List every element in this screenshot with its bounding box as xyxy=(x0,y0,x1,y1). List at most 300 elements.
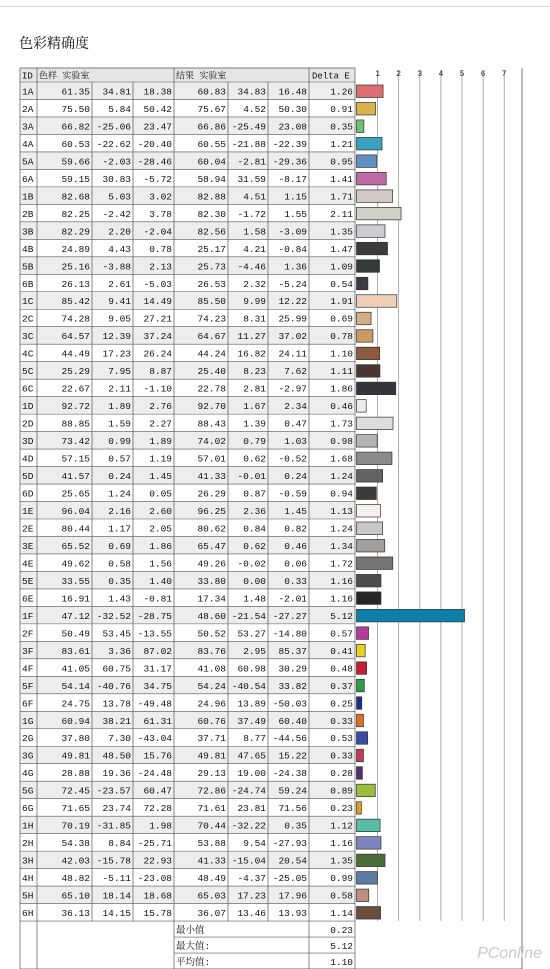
ref-l-value: 65.52 xyxy=(61,540,90,552)
delta-e-value: 0.57 xyxy=(330,628,353,640)
res-l-value: 29.13 xyxy=(197,768,226,780)
ref-l-value: 37.80 xyxy=(61,733,90,745)
res-a-value: 34.83 xyxy=(237,86,266,98)
delta-e-bar xyxy=(357,574,381,586)
delta-e-bar xyxy=(357,539,385,551)
res-l-value: 49.81 xyxy=(197,750,226,762)
row-id: 6H xyxy=(22,908,34,920)
header-id: ID xyxy=(22,71,33,82)
ref-b-value: 3.02 xyxy=(149,191,172,203)
chart-tick-label: 1 xyxy=(375,70,381,79)
ref-b-value: 50.42 xyxy=(143,103,172,115)
ref-a-value: -3.88 xyxy=(102,261,131,273)
res-b-value: 30.29 xyxy=(278,663,307,675)
delta-e-bar xyxy=(357,452,392,464)
res-l-value: 48.60 xyxy=(197,610,226,622)
res-b-value: -3.09 xyxy=(278,226,307,238)
ref-b-value: 23.47 xyxy=(143,121,172,133)
res-a-value: 11.27 xyxy=(237,331,266,343)
res-l-value: 58.94 xyxy=(197,173,226,185)
delta-e-value: 1.72 xyxy=(330,558,353,570)
res-l-value: 49.26 xyxy=(197,558,226,570)
res-a-value: 4.51 xyxy=(243,191,266,203)
delta-e-value: 1.73 xyxy=(330,418,353,430)
row-id: 3B xyxy=(22,226,34,238)
row-id: 2D xyxy=(22,418,34,430)
ref-a-value: 0.58 xyxy=(108,558,131,570)
res-a-value: 9.54 xyxy=(243,838,266,850)
ref-b-value: -2.04 xyxy=(143,226,172,238)
delta-e-bar xyxy=(357,644,366,656)
delta-e-value: 0.78 xyxy=(330,331,353,343)
row-id: 3H xyxy=(22,855,34,867)
res-l-value: 70.44 xyxy=(197,820,226,832)
delta-e-value: 0.23 xyxy=(330,803,353,815)
ref-a-value: 3.36 xyxy=(108,645,131,657)
res-a-value: 17.23 xyxy=(237,890,266,902)
ref-l-value: 96.04 xyxy=(61,506,90,517)
res-l-value: 25.17 xyxy=(197,243,226,255)
res-l-value: 82.88 xyxy=(197,191,226,203)
res-b-value: 0.06 xyxy=(284,558,307,570)
summary-value: 5.12 xyxy=(330,941,353,953)
ref-l-value: 41.05 xyxy=(61,663,90,675)
row-id: 3E xyxy=(22,540,34,552)
delta-e-value: 0.69 xyxy=(330,313,353,325)
delta-e-bar xyxy=(357,172,387,184)
ref-b-value: -0.81 xyxy=(143,593,172,605)
delta-e-value: 0.46 xyxy=(330,401,353,413)
ref-l-value: 57.15 xyxy=(61,453,90,465)
ref-a-value: 2.20 xyxy=(108,226,131,238)
watermark: PConline xyxy=(477,945,542,962)
delta-e-bar xyxy=(357,417,394,429)
ref-b-value: -5.72 xyxy=(143,173,172,185)
delta-e-bar xyxy=(357,679,365,691)
res-b-value: -0.59 xyxy=(278,488,307,500)
ref-b-value: -43.04 xyxy=(137,733,172,745)
ref-a-value: 1.24 xyxy=(108,488,131,500)
res-l-value: 44.24 xyxy=(197,348,226,360)
res-b-value: -8.17 xyxy=(278,173,307,185)
ref-l-value: 22.67 xyxy=(61,383,90,395)
chart-tick-label: 5 xyxy=(459,70,465,79)
row-id: 5G xyxy=(22,785,34,797)
ref-b-value: 2.27 xyxy=(149,418,172,430)
res-a-value: 60.98 xyxy=(237,663,266,675)
res-l-value: 71.61 xyxy=(197,803,226,815)
delta-e-bar xyxy=(357,732,368,744)
delta-e-bar xyxy=(357,242,388,254)
res-b-value: -0.84 xyxy=(278,243,307,255)
delta-e-value: 0.58 xyxy=(330,890,353,902)
delta-e-bar xyxy=(357,487,377,499)
delta-e-value: 1.26 xyxy=(330,86,353,98)
row-id: 1B xyxy=(22,191,34,203)
res-b-value: 25.99 xyxy=(278,313,307,325)
ref-a-value: 4.43 xyxy=(108,243,131,255)
delta-e-value: 1.13 xyxy=(330,506,353,517)
summary-label: 平均值: xyxy=(176,957,211,969)
res-b-value: -24.38 xyxy=(272,768,307,780)
res-a-value: 0.62 xyxy=(243,453,266,465)
delta-e-bar xyxy=(357,749,364,761)
ref-l-value: 54.38 xyxy=(61,838,90,850)
res-l-value: 60.04 xyxy=(197,156,226,168)
delta-e-bar xyxy=(357,120,364,132)
res-b-value: 13.93 xyxy=(278,908,307,920)
ref-b-value: -13.55 xyxy=(137,628,172,640)
delta-e-value: 1.16 xyxy=(330,593,353,605)
row-id: 6E xyxy=(22,593,34,605)
ref-a-value: 2.16 xyxy=(108,506,131,517)
ref-a-value: -2.42 xyxy=(102,208,131,220)
res-b-value: 71.56 xyxy=(278,803,307,815)
ref-l-value: 80.44 xyxy=(61,523,90,535)
ref-a-value: -31.85 xyxy=(96,820,131,832)
res-b-value: -27.93 xyxy=(272,838,307,850)
delta-e-bar xyxy=(357,225,385,237)
row-id: 4F xyxy=(22,663,34,675)
res-a-value: -15.04 xyxy=(231,855,266,867)
ref-l-value: 82.25 xyxy=(61,208,90,220)
ref-a-value: 1.43 xyxy=(108,593,131,605)
delta-e-value: 1.35 xyxy=(330,855,353,867)
chart-tick-label: 6 xyxy=(480,70,486,79)
res-b-value: 17.96 xyxy=(278,890,307,902)
ref-l-value: 60.53 xyxy=(61,138,90,150)
ref-l-value: 16.91 xyxy=(61,593,90,605)
delta-e-value: 0.41 xyxy=(330,645,353,657)
ref-a-value: 0.24 xyxy=(108,471,131,483)
delta-e-value: 2.11 xyxy=(330,208,353,220)
delta-e-value: 0.89 xyxy=(330,785,353,797)
delta-e-value: 0.98 xyxy=(330,436,353,448)
ref-b-value: -1.10 xyxy=(143,383,172,395)
delta-e-value: 1.09 xyxy=(330,261,353,273)
row-id: 3C xyxy=(22,331,34,343)
page-title: 色彩精确度 xyxy=(19,36,89,52)
delta-e-value: 0.33 xyxy=(330,750,353,762)
res-a-value: 19.00 xyxy=(237,768,266,780)
res-a-value: 53.27 xyxy=(237,628,266,640)
delta-e-bar xyxy=(357,784,376,796)
res-b-value: 33.82 xyxy=(278,680,307,692)
res-b-value: -2.97 xyxy=(278,383,307,395)
ref-b-value: 3.78 xyxy=(149,208,172,220)
ref-l-value: 49.81 xyxy=(61,750,90,762)
ref-a-value: 12.39 xyxy=(102,331,131,343)
ref-b-value: 26.24 xyxy=(143,348,172,360)
ref-l-value: 75.50 xyxy=(61,103,90,115)
res-a-value: 47.65 xyxy=(237,750,266,762)
delta-e-bar xyxy=(357,889,369,901)
ref-l-value: 48.82 xyxy=(61,873,90,885)
ref-l-value: 28.88 xyxy=(61,768,90,780)
ref-b-value: -23.08 xyxy=(137,873,172,885)
res-l-value: 60.83 xyxy=(197,86,226,98)
row-id: 1D xyxy=(22,401,34,413)
delta-e-bar xyxy=(357,470,383,482)
ref-b-value: -24.48 xyxy=(137,768,172,780)
res-a-value: 13.46 xyxy=(237,908,266,920)
delta-e-value: 0.25 xyxy=(330,698,353,710)
res-a-value: 0.79 xyxy=(243,436,266,448)
ref-a-value: 38.21 xyxy=(102,715,131,727)
res-a-value: 0.00 xyxy=(243,575,266,587)
res-l-value: 65.47 xyxy=(197,540,226,552)
res-b-value: 16.48 xyxy=(278,86,307,98)
res-a-value: 37.49 xyxy=(237,715,266,727)
delta-e-value: 1.91 xyxy=(330,296,353,308)
ref-a-value: -2.03 xyxy=(102,156,131,168)
summary-value: 1.10 xyxy=(330,957,353,969)
res-l-value: 26.53 xyxy=(197,278,226,290)
ref-l-value: 71.65 xyxy=(61,803,90,815)
res-l-value: 96.25 xyxy=(197,506,226,517)
summary-value: 0.23 xyxy=(330,925,353,937)
delta-e-bar xyxy=(357,505,381,517)
delta-e-value: 0.54 xyxy=(330,278,353,290)
res-a-value: 2.81 xyxy=(243,383,266,395)
ref-l-value: 65.10 xyxy=(61,890,90,902)
res-a-value: -24.74 xyxy=(231,785,266,797)
delta-e-bar xyxy=(357,435,378,447)
row-id: 2H xyxy=(22,838,34,850)
res-l-value: 26.29 xyxy=(197,488,226,500)
row-id: 4C xyxy=(22,348,34,360)
ref-a-value: 19.36 xyxy=(102,768,131,780)
res-a-value: 0.84 xyxy=(243,523,266,535)
ref-l-value: 83.61 xyxy=(61,645,90,657)
ref-a-value: 5.03 xyxy=(108,191,131,203)
ref-a-value: -32.52 xyxy=(96,610,131,622)
res-b-value: 50.30 xyxy=(278,103,307,115)
res-l-value: 72.86 xyxy=(197,785,226,797)
delta-e-bar xyxy=(357,714,364,726)
res-l-value: 41.08 xyxy=(197,663,226,675)
res-l-value: 24.96 xyxy=(197,698,226,710)
ref-l-value: 49.62 xyxy=(61,558,90,570)
res-l-value: 88.43 xyxy=(197,418,226,430)
row-id: 1A xyxy=(22,86,34,98)
res-a-value: -1.72 xyxy=(237,208,266,220)
ref-l-value: 42.03 xyxy=(61,855,90,867)
delta-e-bar xyxy=(357,872,378,884)
res-a-value: -40.54 xyxy=(231,680,266,692)
row-id: 5H xyxy=(22,890,34,902)
ref-l-value: 70.19 xyxy=(61,820,90,832)
res-b-value: -22.39 xyxy=(272,138,307,150)
delta-e-value: 1.14 xyxy=(330,908,353,920)
delta-e-value: 1.21 xyxy=(330,138,353,150)
res-b-value: 0.47 xyxy=(284,418,307,430)
res-l-value: 74.23 xyxy=(197,313,226,325)
ref-b-value: 34.75 xyxy=(143,680,172,692)
ref-a-value: -5.11 xyxy=(102,873,131,885)
ref-a-value: -15.78 xyxy=(96,855,131,867)
res-a-value: 8.31 xyxy=(243,313,266,325)
ref-b-value: 2.76 xyxy=(149,401,172,413)
row-id: 1G xyxy=(22,715,34,727)
ref-l-value: 92.72 xyxy=(61,401,90,413)
res-l-value: 65.03 xyxy=(197,890,226,902)
delta-e-value: 0.33 xyxy=(330,715,353,727)
delta-e-value: 0.53 xyxy=(330,733,353,745)
res-a-value: 31.59 xyxy=(237,173,266,185)
ref-a-value: 7.95 xyxy=(108,366,131,378)
ref-b-value: 1.19 xyxy=(149,453,172,465)
summary-label: 最小值 xyxy=(176,925,205,937)
delta-e-value: 0.99 xyxy=(330,873,353,885)
res-l-value: 33.80 xyxy=(197,575,226,587)
ref-l-value: 82.68 xyxy=(61,191,90,203)
delta-e-bar xyxy=(357,557,393,569)
ref-b-value: 2.60 xyxy=(149,506,172,517)
res-b-value: -27.27 xyxy=(272,610,307,622)
delta-e-bar xyxy=(357,102,376,114)
ref-a-value: 2.11 xyxy=(108,383,131,395)
delta-e-value: 1.34 xyxy=(330,540,353,552)
ref-l-value: 24.75 xyxy=(61,698,90,710)
delta-e-bar xyxy=(357,365,380,377)
delta-e-bar xyxy=(357,400,367,412)
res-b-value: -5.24 xyxy=(278,278,307,290)
delta-e-bar xyxy=(357,802,362,814)
res-l-value: 22.78 xyxy=(197,383,226,395)
row-id: 3G xyxy=(22,750,34,762)
chart-tick-label: 3 xyxy=(417,70,423,79)
res-l-value: 85.50 xyxy=(197,296,226,308)
delta-e-bar xyxy=(357,190,393,202)
delta-e-value: 0.35 xyxy=(330,121,353,133)
delta-e-bar xyxy=(357,155,377,167)
ref-l-value: 60.94 xyxy=(61,715,90,727)
res-a-value: 23.81 xyxy=(237,803,266,815)
delta-e-value: 1.16 xyxy=(330,575,353,587)
row-id: 1F xyxy=(22,610,34,622)
delta-e-bar xyxy=(357,85,384,97)
row-id: 2F xyxy=(22,628,34,640)
ref-b-value: 22.93 xyxy=(143,855,172,867)
ref-b-value: -20.40 xyxy=(137,138,172,150)
res-l-value: 37.71 xyxy=(197,733,226,745)
ref-l-value: 66.82 xyxy=(61,121,90,133)
res-l-value: 92.70 xyxy=(197,401,226,413)
ref-l-value: 59.66 xyxy=(61,156,90,168)
res-a-value: -4.46 xyxy=(237,261,266,273)
delta-e-value: 1.11 xyxy=(330,366,353,378)
res-a-value: 16.82 xyxy=(237,348,266,360)
row-id: 5A xyxy=(22,156,34,168)
res-a-value: -2.81 xyxy=(237,156,266,168)
chart-tick-label: 4 xyxy=(438,70,444,79)
row-id: 3A xyxy=(22,121,34,133)
ref-a-value: 0.69 xyxy=(108,540,131,552)
row-id: 4E xyxy=(22,558,34,570)
res-a-value: -25.49 xyxy=(231,121,266,133)
row-id: 2A xyxy=(22,103,34,115)
res-b-value: -14.80 xyxy=(272,628,307,640)
delta-e-bar xyxy=(357,837,381,849)
row-id: 4H xyxy=(22,873,34,885)
delta-e-value: 0.91 xyxy=(330,103,353,115)
ref-b-value: 2.05 xyxy=(149,523,172,535)
ref-b-value: -28.46 xyxy=(137,156,172,168)
delta-e-value: 1.86 xyxy=(330,383,353,395)
res-a-value: -0.02 xyxy=(237,558,266,570)
row-id: 2B xyxy=(22,208,34,220)
res-l-value: 25.73 xyxy=(197,261,226,273)
res-l-value: 36.07 xyxy=(197,908,226,920)
res-l-value: 60.55 xyxy=(197,138,226,150)
delta-e-bar xyxy=(357,295,397,307)
delta-e-value: 5.12 xyxy=(330,610,353,622)
delta-e-bar xyxy=(357,854,385,866)
ref-l-value: 82.29 xyxy=(61,226,90,238)
row-id: 6G xyxy=(22,803,34,815)
ref-b-value: 61.31 xyxy=(143,715,172,727)
ref-a-value: 0.57 xyxy=(108,453,131,465)
ref-a-value: 23.74 xyxy=(102,803,131,815)
ref-a-value: 60.75 xyxy=(102,663,131,675)
ref-l-value: 54.14 xyxy=(61,680,90,692)
ref-l-value: 44.49 xyxy=(61,348,90,360)
delta-e-value: 1.10 xyxy=(330,348,353,360)
row-id: 4D xyxy=(22,453,34,465)
ref-l-value: 88.85 xyxy=(61,418,90,430)
header-result: 结果 实验室 xyxy=(176,71,227,82)
delta-e-value: 1.35 xyxy=(330,226,353,238)
res-a-value: 8.77 xyxy=(243,733,266,745)
res-l-value: 54.24 xyxy=(197,680,226,692)
res-a-value: 4.52 xyxy=(243,103,266,115)
ref-b-value: 18.68 xyxy=(143,890,172,902)
header-reference: 色样 实验室 xyxy=(39,71,90,82)
res-b-value: 12.22 xyxy=(278,296,307,308)
res-l-value: 80.62 xyxy=(197,523,226,535)
res-b-value: 1.55 xyxy=(284,208,307,220)
ref-l-value: 74.28 xyxy=(61,313,90,325)
delta-e-bar xyxy=(357,277,368,289)
row-id: 3D xyxy=(22,436,34,448)
res-l-value: 50.52 xyxy=(197,628,226,640)
ref-l-value: 36.13 xyxy=(61,908,90,920)
res-b-value: 37.02 xyxy=(278,331,307,343)
ref-b-value: 60.47 xyxy=(143,785,172,797)
ref-b-value: -25.71 xyxy=(137,838,172,850)
delta-e-bar xyxy=(357,819,381,831)
row-id: 5E xyxy=(22,575,34,587)
res-a-value: -32.22 xyxy=(231,820,266,832)
ref-a-value: 9.41 xyxy=(108,296,131,308)
row-id: 2C xyxy=(22,313,34,325)
res-b-value: 23.08 xyxy=(278,121,307,133)
res-b-value: -29.36 xyxy=(272,156,307,168)
ref-b-value: -5.03 xyxy=(143,278,172,290)
res-a-value: 1.58 xyxy=(243,226,266,238)
ref-b-value: 0.78 xyxy=(149,243,172,255)
ref-l-value: 25.65 xyxy=(61,488,90,500)
res-b-value: 15.22 xyxy=(278,750,307,762)
ref-a-value: 17.23 xyxy=(102,348,131,360)
ref-b-value: 1.86 xyxy=(149,540,172,552)
res-b-value: 0.82 xyxy=(284,523,307,535)
ref-b-value: 37.24 xyxy=(143,331,172,343)
ref-a-value: 8.84 xyxy=(108,838,131,850)
res-b-value: 0.35 xyxy=(284,820,307,832)
delta-e-bar xyxy=(357,382,396,394)
